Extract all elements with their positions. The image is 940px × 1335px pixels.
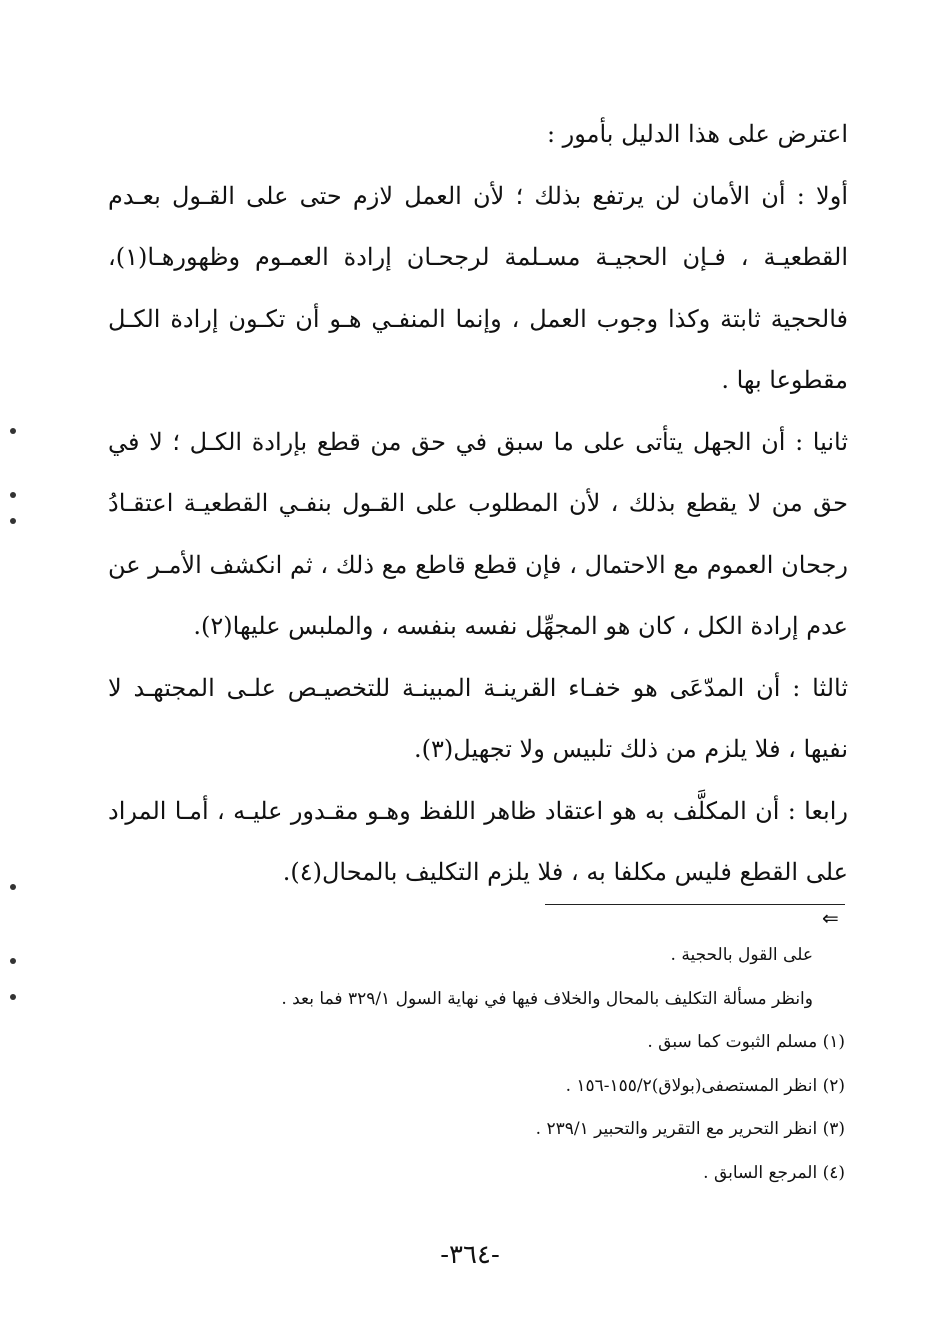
- margin-speck: [10, 994, 16, 1000]
- paragraph-first-objection: أولا : أن الأمان لن يرتفع بذلك ؛ لأن العمل لازم حتى على القـول بعـدم القطعيـة ، فـإن الحجيـة مسـلمة لرجحـان إرادة العمـوم وظهورهـا(١)، فالحجية ثابتة وكذا وجوب العمل ، وإنما المنفـي هـو أن تكـون إرادة الكـل مقطوعا بها .: [108, 181, 848, 394]
- footnote-continued-line: على القول بالحجية .: [670, 945, 813, 965]
- footnote-continuation-marker: ⇐: [822, 906, 839, 930]
- margin-speck: [10, 492, 16, 498]
- footnote-3: (٣) انظر التحرير مع التقرير والتحبير ٢٣٩/١ .: [535, 1119, 845, 1139]
- main-text: [108, 104, 848, 904]
- footnote-2: (٢) انظر المستصفى(بولاق)١٥٥/٢-١٥٦ .: [565, 1075, 845, 1096]
- margin-speck: [10, 428, 16, 434]
- footnotes: [120, 934, 845, 1195]
- paragraph-fourth-objection: رابعا : أن المكلَّف به هو اعتقاد ظاهر اللفظ وهـو مقـدور عليـه ، أمـا المراد على القطع فليس مكلفا به ، فلا يلزم التكليف بالمحال(٤).: [108, 796, 848, 886]
- footnote-4: (٤) المرجع السابق .: [703, 1162, 845, 1183]
- page-number: -٣٦٤-: [440, 1240, 500, 1270]
- footnote-separator: [545, 904, 845, 905]
- footnote-continued-line: وانظر مسألة التكليف بالمحال والخلاف فيها في نهاية السول ٣٢٩/١ فما بعد .: [281, 988, 813, 1009]
- paragraph-second-objection: ثانيا : أن الجهل يتأتى على ما سبق في حق من قطع بإرادة الكـل ؛ لا في حق من لا يقطع بذلك ، لأن المطلوب على القـول بنفـي القطعيـة اعتقـادُ رجحان العموم مع الاحتمال ، فإن قطع قاطع مع ذلك ، ثم انكشف الأمـر عن عدم إرادة الكل ، كان هو المجهِّل نفسه بنفسه ، والملبس عليها(٢).: [108, 427, 848, 640]
- footnote-1: (١) مسلم الثبوت كما سبق .: [647, 1032, 845, 1052]
- section-heading: اعترض على هذا الدليل بأمور :: [546, 120, 848, 148]
- margin-speck: [10, 884, 16, 890]
- margin-speck: [10, 958, 16, 964]
- paragraph-third-objection: ثالثا : أن المدّعَى هو خفـاء القرينـة المبينـة للتخصيـص علـى المجتهـد لا نفيها ، فلا يلزم من ذلك تلبيس ولا تجهيل(٣).: [108, 673, 848, 763]
- margin-speck: [10, 518, 16, 524]
